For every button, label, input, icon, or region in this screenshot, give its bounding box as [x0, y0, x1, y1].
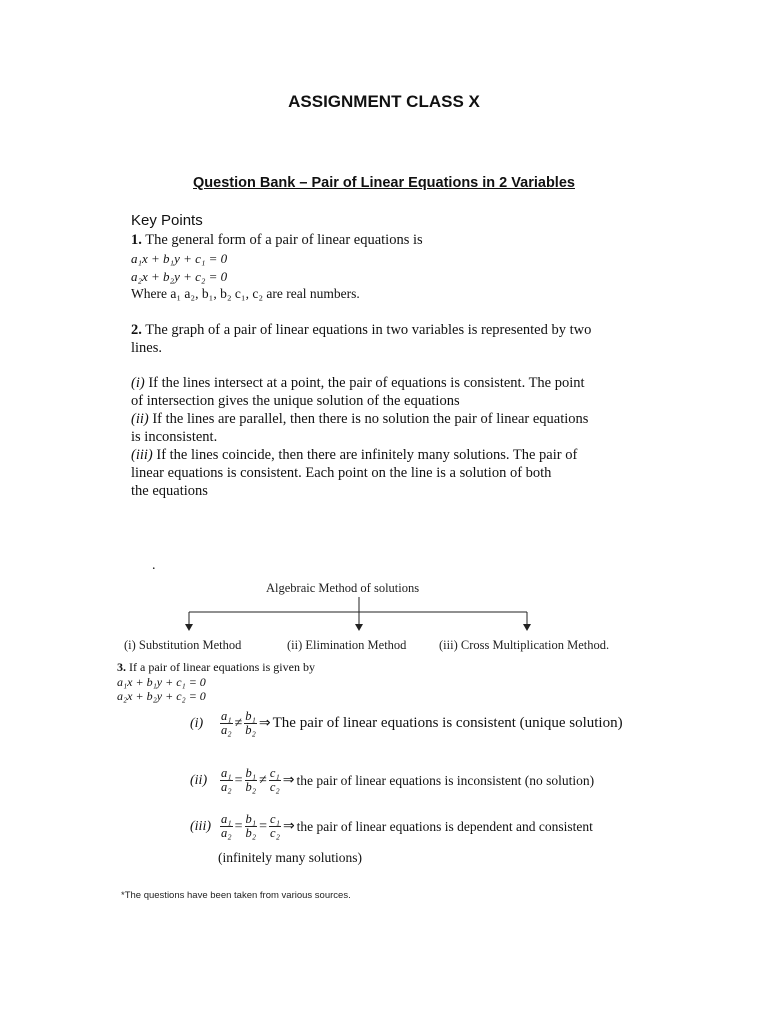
implies-arrow-icon: ⇒: [282, 819, 295, 834]
condition-2: [190, 767, 594, 794]
not-equal-sign: ≠: [234, 715, 243, 731]
fraction-b: [245, 813, 258, 840]
fraction-numerator: c₁: [269, 766, 280, 780]
fraction-a: [220, 767, 233, 794]
page-subtitle: Question Bank – Pair of Linear Equations in 2 Variables: [193, 175, 575, 191]
fraction-denominator: c₂: [270, 826, 280, 840]
diagram-root-label: Algebraic Method of solutions: [266, 581, 420, 595]
fraction-numerator: a₁: [221, 766, 232, 780]
case-2-line2: is inconsistent.: [131, 429, 218, 445]
page-title: ASSIGNMENT CLASS X: [288, 92, 480, 111]
fraction-numerator: b₁: [245, 812, 257, 826]
case-2-text: If the lines are parallel, then there is no solution the pair of linear equations: [148, 411, 589, 427]
method-cross-multiplication: (iii) Cross Multiplication Method.: [439, 638, 610, 652]
fraction-numerator: c₁: [270, 812, 280, 826]
condition-3-label: (iii): [190, 818, 211, 834]
fraction-numerator: b₁: [245, 709, 256, 723]
arrow-down-icon: [185, 624, 193, 631]
condition-3: [190, 813, 593, 840]
case-3-line3: the equations: [131, 483, 208, 499]
point-2-text: The graph of a pair of linear equations in two variables is represented by two: [141, 322, 592, 338]
fraction-denominator: b₂: [245, 826, 257, 840]
case-1-line2: of intersection gives the unique solution of the equations: [131, 393, 460, 409]
condition-3-result-cont: (infinitely many solutions): [218, 850, 362, 865]
not-equal-sign: ≠: [259, 772, 267, 788]
fraction-denominator: a₂: [221, 723, 232, 737]
point-3-text: If a pair of linear equations is given by: [126, 660, 315, 674]
point-1-eq2: a₂x + b₂y + c₂ = 0: [131, 269, 228, 284]
case-3-label: (iii): [131, 447, 153, 463]
fraction-denominator: a₂: [221, 780, 232, 794]
case-3-line2: linear equations is consistent. Each point on the line is a solution of both: [131, 465, 552, 481]
case-1-text: If the lines intersect at a point, the pair of equations is consistent. The point: [144, 375, 585, 391]
condition-2-label: (ii): [190, 772, 208, 788]
key-points-heading: Key Points: [131, 212, 203, 229]
fraction-denominator: b₂: [245, 780, 257, 794]
condition-3-result: the pair of linear equations is dependent and consistent: [296, 818, 593, 834]
condition-2-result: the pair of linear equations is inconsistent (no solution): [296, 772, 595, 788]
fraction-numerator: b₁: [245, 766, 257, 780]
equal-sign: =: [259, 818, 268, 834]
point-3-eq2: a₂x + b₂y + c₂ = 0: [117, 689, 206, 703]
equal-sign: =: [234, 772, 243, 788]
point-3: [117, 660, 315, 675]
fraction-a: [220, 710, 233, 737]
fraction-a: [220, 813, 233, 840]
point-2-number: 2.: [131, 322, 142, 338]
arrow-down-icon: [523, 624, 531, 631]
method-substitution: (i) Substitution Method: [124, 638, 242, 652]
fraction-denominator: a₂: [221, 826, 232, 840]
fraction-b: [244, 710, 257, 737]
point-1-eq1: a₁x + b₁y + c₁ = 0: [131, 251, 228, 266]
point-1-where: Where a₁ a₂, b₁, b₂ c₁, c₂ are real numbers.: [131, 286, 360, 301]
case-3-text: If the lines coincide, then there are infinitely many solutions. The pair of: [152, 447, 578, 463]
implies-arrow-icon: ⇒: [282, 773, 295, 788]
fraction-denominator: c₂: [269, 780, 280, 794]
condition-1: [190, 710, 623, 737]
fraction-c: [269, 813, 281, 840]
footnote: *The questions have been taken from various sources.: [121, 890, 351, 901]
fraction-numerator: a₁: [221, 812, 232, 826]
case-1-label: (i): [131, 375, 145, 391]
condition-1-label: (i): [190, 715, 204, 731]
case-2-label: (ii): [131, 411, 149, 427]
fraction-b: [245, 767, 258, 794]
implies-arrow-icon: ⇒: [258, 716, 271, 731]
point-2-line2: lines.: [131, 340, 163, 356]
method-elimination: (ii) Elimination Method: [287, 638, 407, 652]
point-1-text: The general form of a pair of linear equations is: [141, 232, 423, 248]
point-1-number: 1.: [131, 232, 142, 248]
point-3-number: 3.: [117, 660, 126, 674]
diagram-bullet: .: [152, 558, 156, 573]
equal-sign: =: [234, 818, 243, 834]
fraction-c: [269, 767, 281, 794]
fraction-numerator: a₁: [221, 709, 232, 723]
fraction-denominator: b₂: [245, 723, 256, 737]
condition-1-result: The pair of linear equations is consistent (unique solution): [272, 715, 623, 731]
arrow-down-icon: [355, 624, 363, 631]
point-3-eq1: a₁x + b₁y + c₁ = 0: [117, 675, 206, 689]
